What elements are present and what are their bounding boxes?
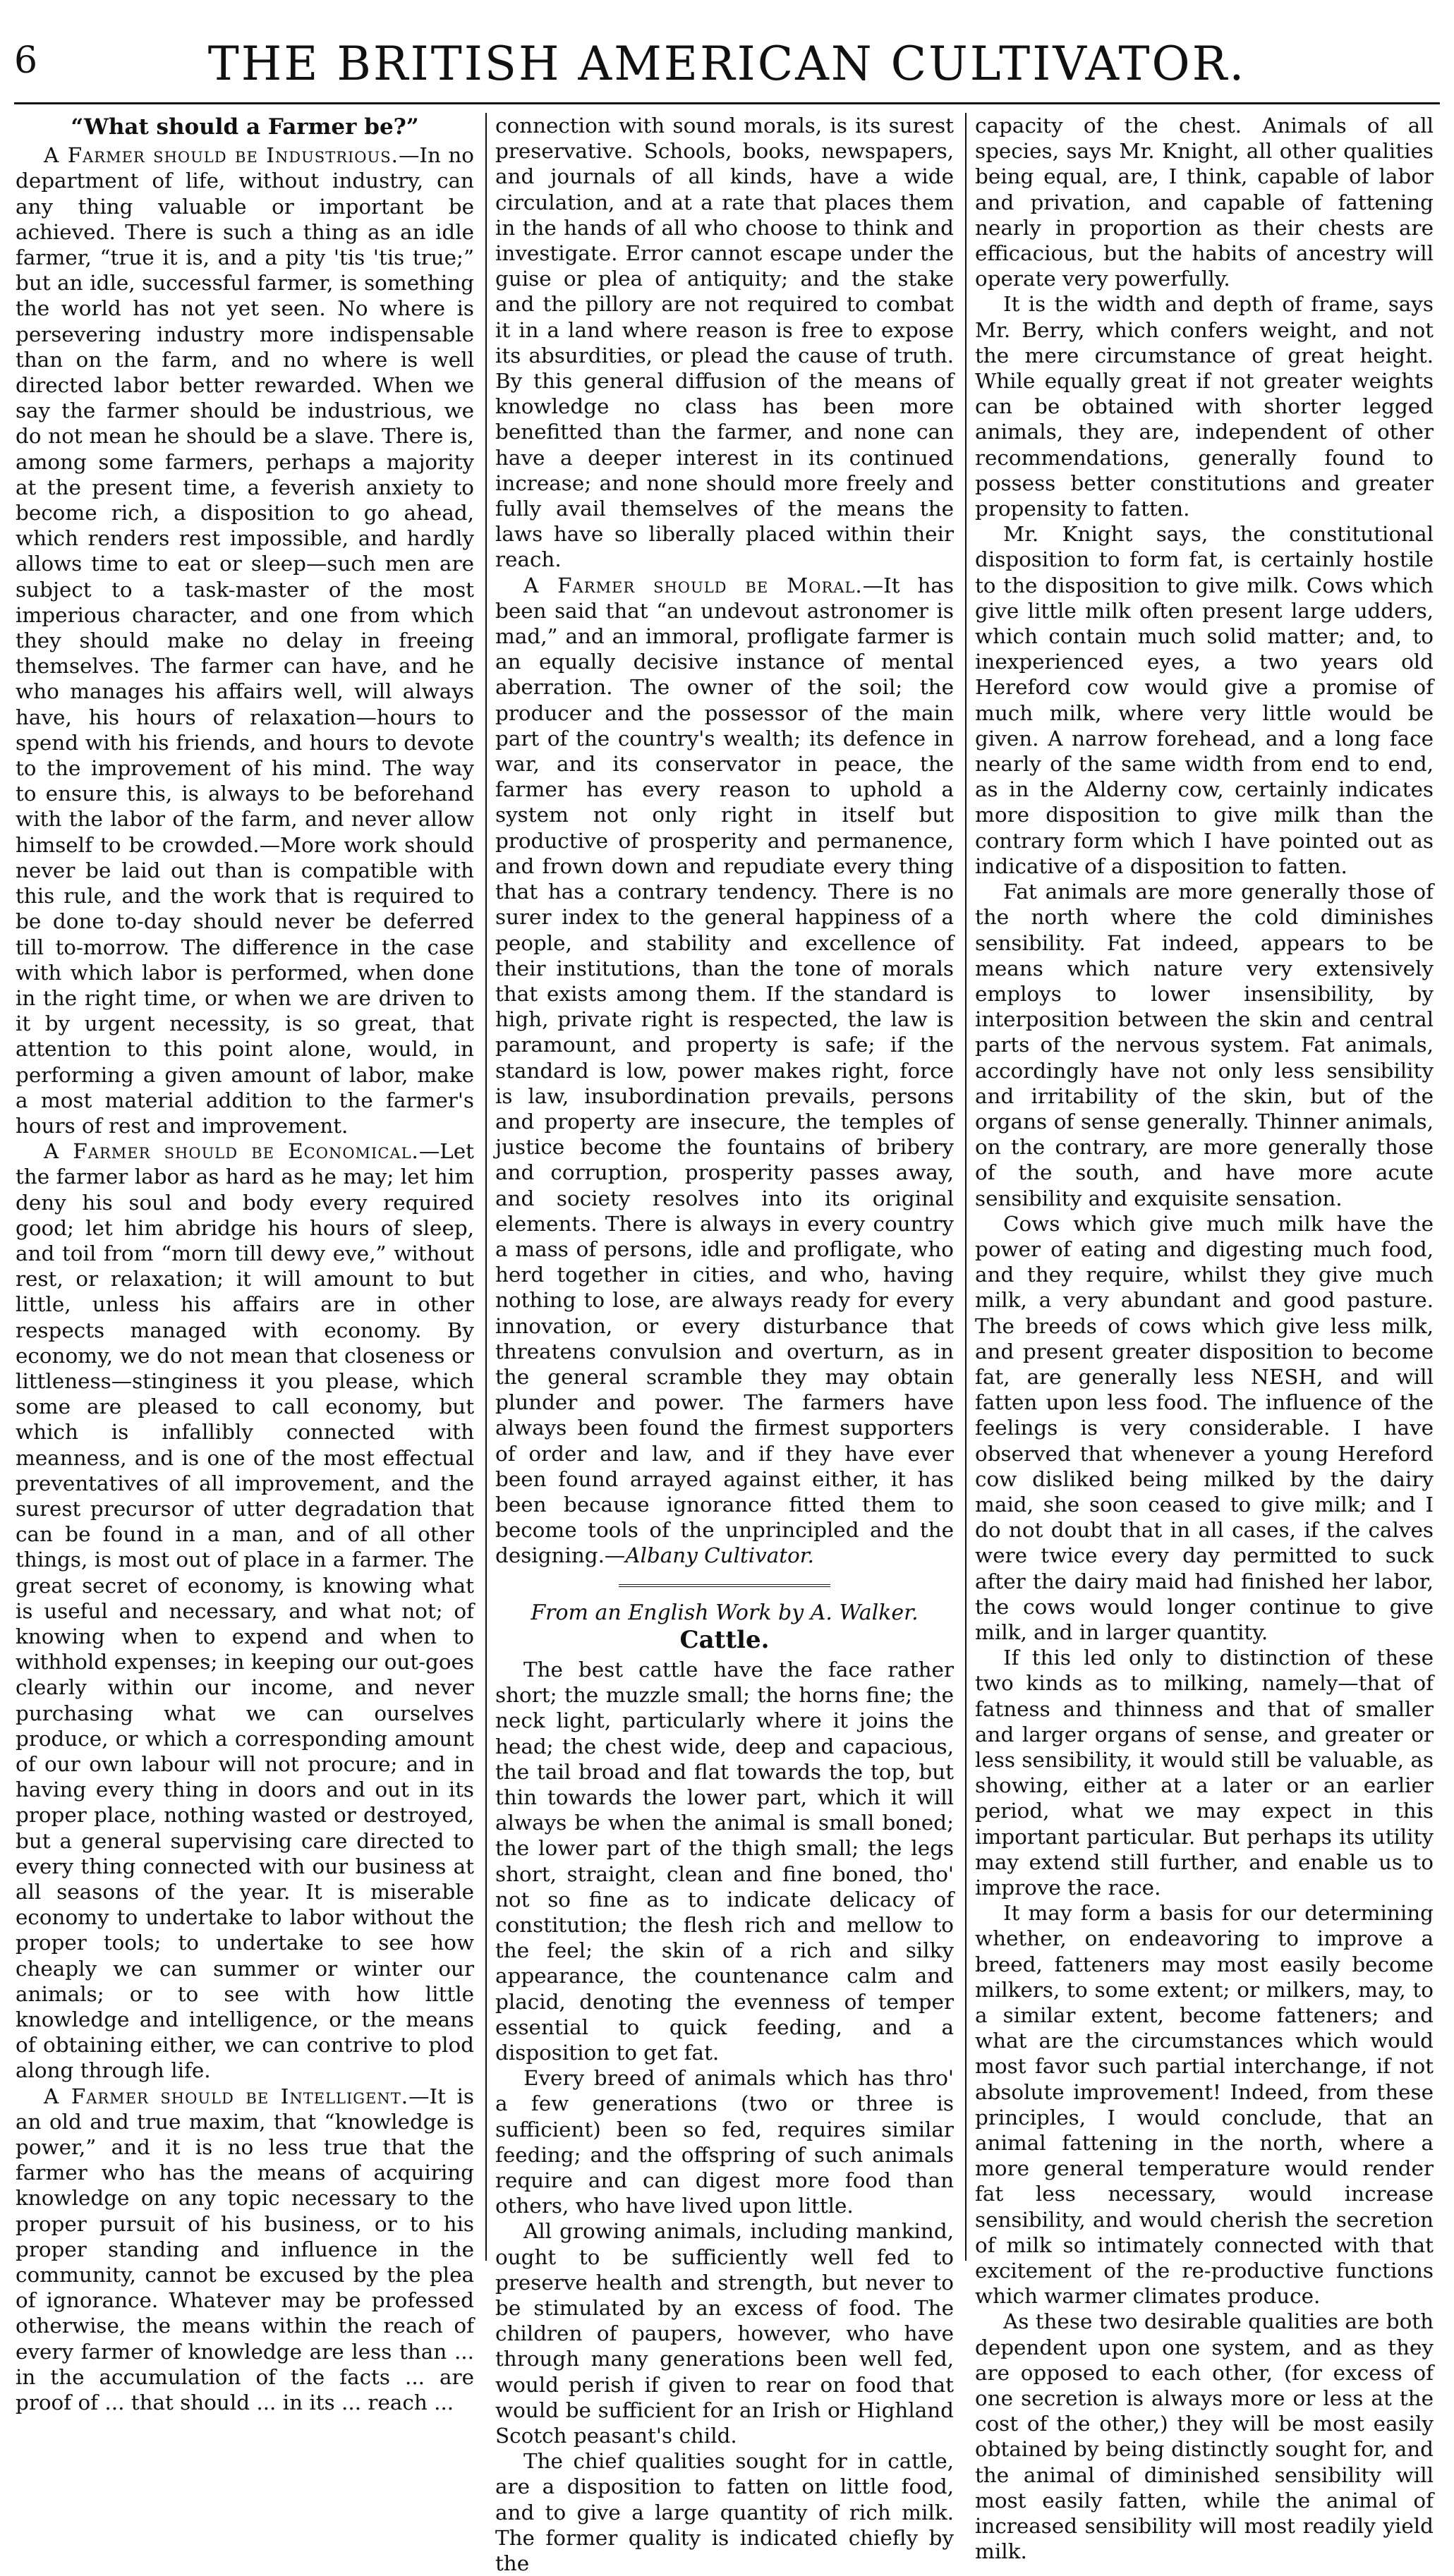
paragraph-text: —It has been said that “an undevout astronomer is mad,” and an immoral, profligate farmer is an equally decisive instance of mental aberration. The owner of the soil; the producer and the possessor of the main part of the country's wealth; its defence in war, and its conservator in peace, the farmer has every reason to uphold a system not only right in itself but productive of prosperity and permanence, and frown down and repudiate every thing that has a contrary tendency. There is no surer index to the general happiness of a people, and stability and excellence of their institutions, than the tone of morals that exists among them. If the standard is high, private right is respected, the law is paramount, and property is safe; if the standard is low, power makes right, force is law, insubordination prevails, persons and property are insecure, the temples of justice become the fountains of bribery and corruption, prosperity passes away, and society resolves into its original elements. There is always in every country a mass of persons, idle and profligate, who herd together in cities, and who, having nothing to lose, are always ready for every innovation, or every disturbance that threatens convulsion and overturn, as in the general scramble they may obtain plunder and power. The farmers have always been found the firmest supporters of order and law, and if they have ever been found arrayed against either, it has been because ignorance fitted them to become tools of the unprincipled and the designing. <box>495 573 954 1568</box>
paragraph-cattle-2: Every breed of animals which has thro' a few generations (two or three is sufficient) been so fed, requires similar feeding; and the offspring of such animals require and can digest more food than others, who have lived upon little. <box>495 2066 954 2218</box>
paragraph-lead: A Farmer should be Industrious. <box>44 143 399 168</box>
page-number: 6 <box>14 40 38 82</box>
column-3 <box>975 113 1434 2565</box>
paragraph-cattle-4: The chief qualities sought for in cattle, are a disposition to fatten on little food, and to give a large quantity of rich milk. The former quality is indicated chiefly by the <box>495 2449 954 2576</box>
paragraph-lead: A Farmer should be Moral. <box>523 573 863 597</box>
header-rule <box>14 102 1440 104</box>
paragraph-industrious <box>16 142 474 1138</box>
paragraph-fat-animals: Fat animals are more generally those of the north where the cold diminishes sensibility. Fat indeed, appears to be means which nature very extensively employs to lower insensibility, by interposition between the skin and central parts of the nervous system. Fat animals, accordingly have not only less sensibility and irritability of the skin, but of the organs of sense generally. Thinner animals, on the contrary, are more generally those of the south, and have more acute sensibility and exquisite sensation. <box>975 880 1434 1210</box>
column-1 <box>16 113 474 2415</box>
article-source: —Albany Cultivator. <box>604 1543 814 1568</box>
paragraph-cattle-3: All growing animals, including mankind, ought to be sufficiently well fed to preserve health and strength, but never to be stimulated by an excess of food. The children of paupers, however, who have through many generations been well fed, would perish if given to rear on food that would be sufficient for an Irish or Highland Scotch peasant's child. <box>495 2219 954 2448</box>
paragraph-text: —Let the farmer labor as hard as he may; let him deny his soul and body every required good; let him abridge his hours of sleep, and toil from “morn till dewy eve,” without rest, or relaxation; it will amount to but little, unless his affairs are in other respects managed with economy. By economy, we do not mean that closeness or littleness—stinginess it you please, which some are pleased to call economy, but which is infallibly connected with meanness, and is one of the most effectual preventatives of all improvement, and the surest precursor of utter degradation that can be found in a man, and of all other things, is most out of place in a farmer. The great secret of economy, is knowing what is useful and necessary, and what not; of knowing when to expend and when to withhold expenses; in keeping our out-goes clearly within our income, and never purchasing what we can ourselves produce, or which a corresponding amount of our own labour will not procure; and in having every thing in doors and out in its proper place, nothing wasted or destroyed, but a general supervising care directed to every thing connected with our business at all seasons of the year. It is miserable economy to undertake to labor without the proper tools; to undertake to see how cheaply we can summer or winter our animals; or to see with how little knowledge and intelligence, or the means of obtaining either, we can contrive to plod along through life. <box>16 1139 474 2083</box>
article-heading: “What should a Farmer be?” <box>71 114 419 140</box>
column-separator-1 <box>485 113 487 2261</box>
paragraph-moral <box>495 573 954 1569</box>
paragraph-economical <box>16 1138 474 2084</box>
paragraph-continuation: capacity of the chest. Animals of all species, says Mr. Knight, all other qualities being equal, are, I think, capable of labor and privation, and capable of fattening nearly in proportion as their chests are efficacious, but the habits of ancestry will operate very powerfully. <box>975 114 1434 291</box>
paragraph-lead: A Farmer should be Economical. <box>44 1139 419 1164</box>
section-title: Cattle. <box>679 1625 770 1654</box>
paragraph-lead: A Farmer should be Intelligent. <box>44 2084 409 2108</box>
paragraph-basis: It may form a basis for our determining whether, on endeavoring to improve a breed, fatteners may most easily become milkers, to some extent; or milkers, may, to a similar extent, become fatteners; and what are the circumstances which would most favor such partial interchange, if not absolute improvement! Indeed, from these principles, I would conclude, that an animal fattening in the north, where a more general temperature would render fat less necessary, would increase sensibility, and would cherish the secretion of milk so intimately connected with that excitement of the re-productive functions which warmer climates produce. <box>975 1901 1434 2309</box>
paragraph-distinction: If this led only to distinction of these two kinds as to milking, namely—that of fatness and thinness and that of smaller and larger organs of sense, and greater or less sensibility, it would still be valuable, as showing, either at a later or an earlier period, what we may expect in this important particular. But perhaps its utility may extend still further, and enable us to improve the race. <box>975 1646 1434 1900</box>
paragraph-knight: Mr. Knight says, the constitutional disposition to form fat, is certainly hostile to the disposition to give milk. Cows which give little milk often present large udders, which contain much solid matter; and, to inexperienced eyes, a two years old Hereford cow would give a promise of much milk, where very little would be given. A narrow forehead, and a long face nearly of the same width from end to end, as in the Alderny cow, certainly indicates more disposition to give milk than the contrary form which I have pointed out as indicative of a disposition to fatten. <box>975 522 1434 878</box>
paragraph-conclusion: As these two desirable qualities are both dependent upon one system, and as they are opposed to each other, (for excess of one secretion is always more or less at the cost of the other,) they will be most easily obtained by being distinctly sought for, and the animal of diminished sensibility will most easily fatten, while the animal of increased sensibility will most readily yield milk. <box>975 2309 1434 2564</box>
paragraph-text: —In no department of life, without industry, can any thing valuable or important be achieved. There is such a thing as an idle farmer, “true it is, and a pity 'tis 'tis true;” but an idle, successful farmer, is something the world has not yet seen. No where is persevering industry more indispensable than on the farm, and no where is well directed labor better rewarded. When we say the farmer should be industrious, we do not mean he should be a slave. There is, among some farmers, perhaps a majority at the present time, a feverish anxiety to become rich, a disposition to go ahead, which renders rest impossible, and hardly allows time to eat or sleep—such men are subject to a task-master of the most imperious character, and one from which they should make no delay in freeing themselves. The farmer can have, and he who manages his affairs well, will always have, his hours of relaxation—hours to spend with his friends, and hours to devote to the improvement of his mind. The way to ensure this, is always to be beforehand with the labor of the farm, and never allow himself to be crowded.—More work should never be laid out than is compatible with this rule, and the work that is required to be done to-day should never be deferred till to-morrow. The difference in the case with which labor is performed, when done in the right time, or when we are driven to it by urgent necessity, is so great, that attention to this point alone, would, in performing a given amount of labor, make a most material addition to the farmer's hours of rest and improvement. <box>16 143 474 1138</box>
paragraph-text: —It is an old and true maxim, that “knowledge is power,” and it is no less true that the farmer who has the means of acquiring knowledge on any topic necessary to the proper pursuit of his business, or to his proper standing and influence in the community, cannot be excused by the plea of ignorance. Whatever may be professed otherwise, the means within the reach of every farmer of knowledge are less than ... in the accumulation of the facts ... are proof of ... that should ... in its ... reach ... <box>16 2084 474 2415</box>
paragraph-berry: It is the width and depth of frame, says Mr. Berry, which confers weight, and not the mere circumstance of great height. While equally great if not greater weights can be obtained with shorter legged animals, they are, independent of other recommendations, generally found to possess better constitutions and greater propensity to fatten. <box>975 292 1434 521</box>
paragraph-cattle-1: The best cattle have the face rather short; the muzzle small; the horns fine; the neck light, particularly where it joins the head; the chest wide, deep and capacious, the tail broad and flat towards the top, but thin towards the lower part, which it will always be when the animal is small boned; the lower part of the thigh small; the legs short, straight, clean and fine boned, tho' not so fine as to indicate delicacy of constitution; the flesh rich and mellow to the feel; the skin of a rich and silky appearance, the countenance calm and placid, denoting the evenness of temper essential to quick feeding, and a disposition to get fat. <box>495 1657 954 2065</box>
section-divider <box>619 1584 830 1589</box>
paragraph-intelligent <box>16 2084 474 2416</box>
masthead-title: THE BRITISH AMERICAN CULTIVATOR. <box>207 37 1247 91</box>
column-separator-2 <box>965 113 967 2261</box>
column-2 <box>495 113 954 2576</box>
paragraph-cows: Cows which give much milk have the power of eating and digesting much food, and they require, whilst they give much milk, a very abundant and good pasture. The breeds of cows which give less milk, and present greater disposition to become fat, are generally less NESH, and will fatten upon less food. The influence of the feelings is very considerable. I have observed that whenever a young Hereford cow disliked being milked by the dairy maid, she soon ceased to give milk; and I do not doubt that in all cases, if the calves were twice every day permitted to suck after the dairy maid had finished her labor, the cows would longer continue to give milk, and in larger quantity. <box>975 1211 1434 1644</box>
paragraph-continuation: connection with sound morals, is its surest preservative. Schools, books, newspapers, and journals of all kinds, have a wide circulation, and at a rate that places them in the hands of all who choose to think and investigate. Error cannot escape under the guise or plea of antiquity; and the stake and the pillory are not required to combat it in a land where reason is free to expose its absurdities, or plead the cause of truth. By this general diffusion of the means of knowledge no class has been more benefitted than the farmer, and none can have a deeper interest in its continued increase; and none should more freely and fully avail themselves of the means the laws have so liberally placed within their reach. <box>495 114 954 572</box>
section-source: From an English Work by A. Walker. <box>531 1600 919 1625</box>
